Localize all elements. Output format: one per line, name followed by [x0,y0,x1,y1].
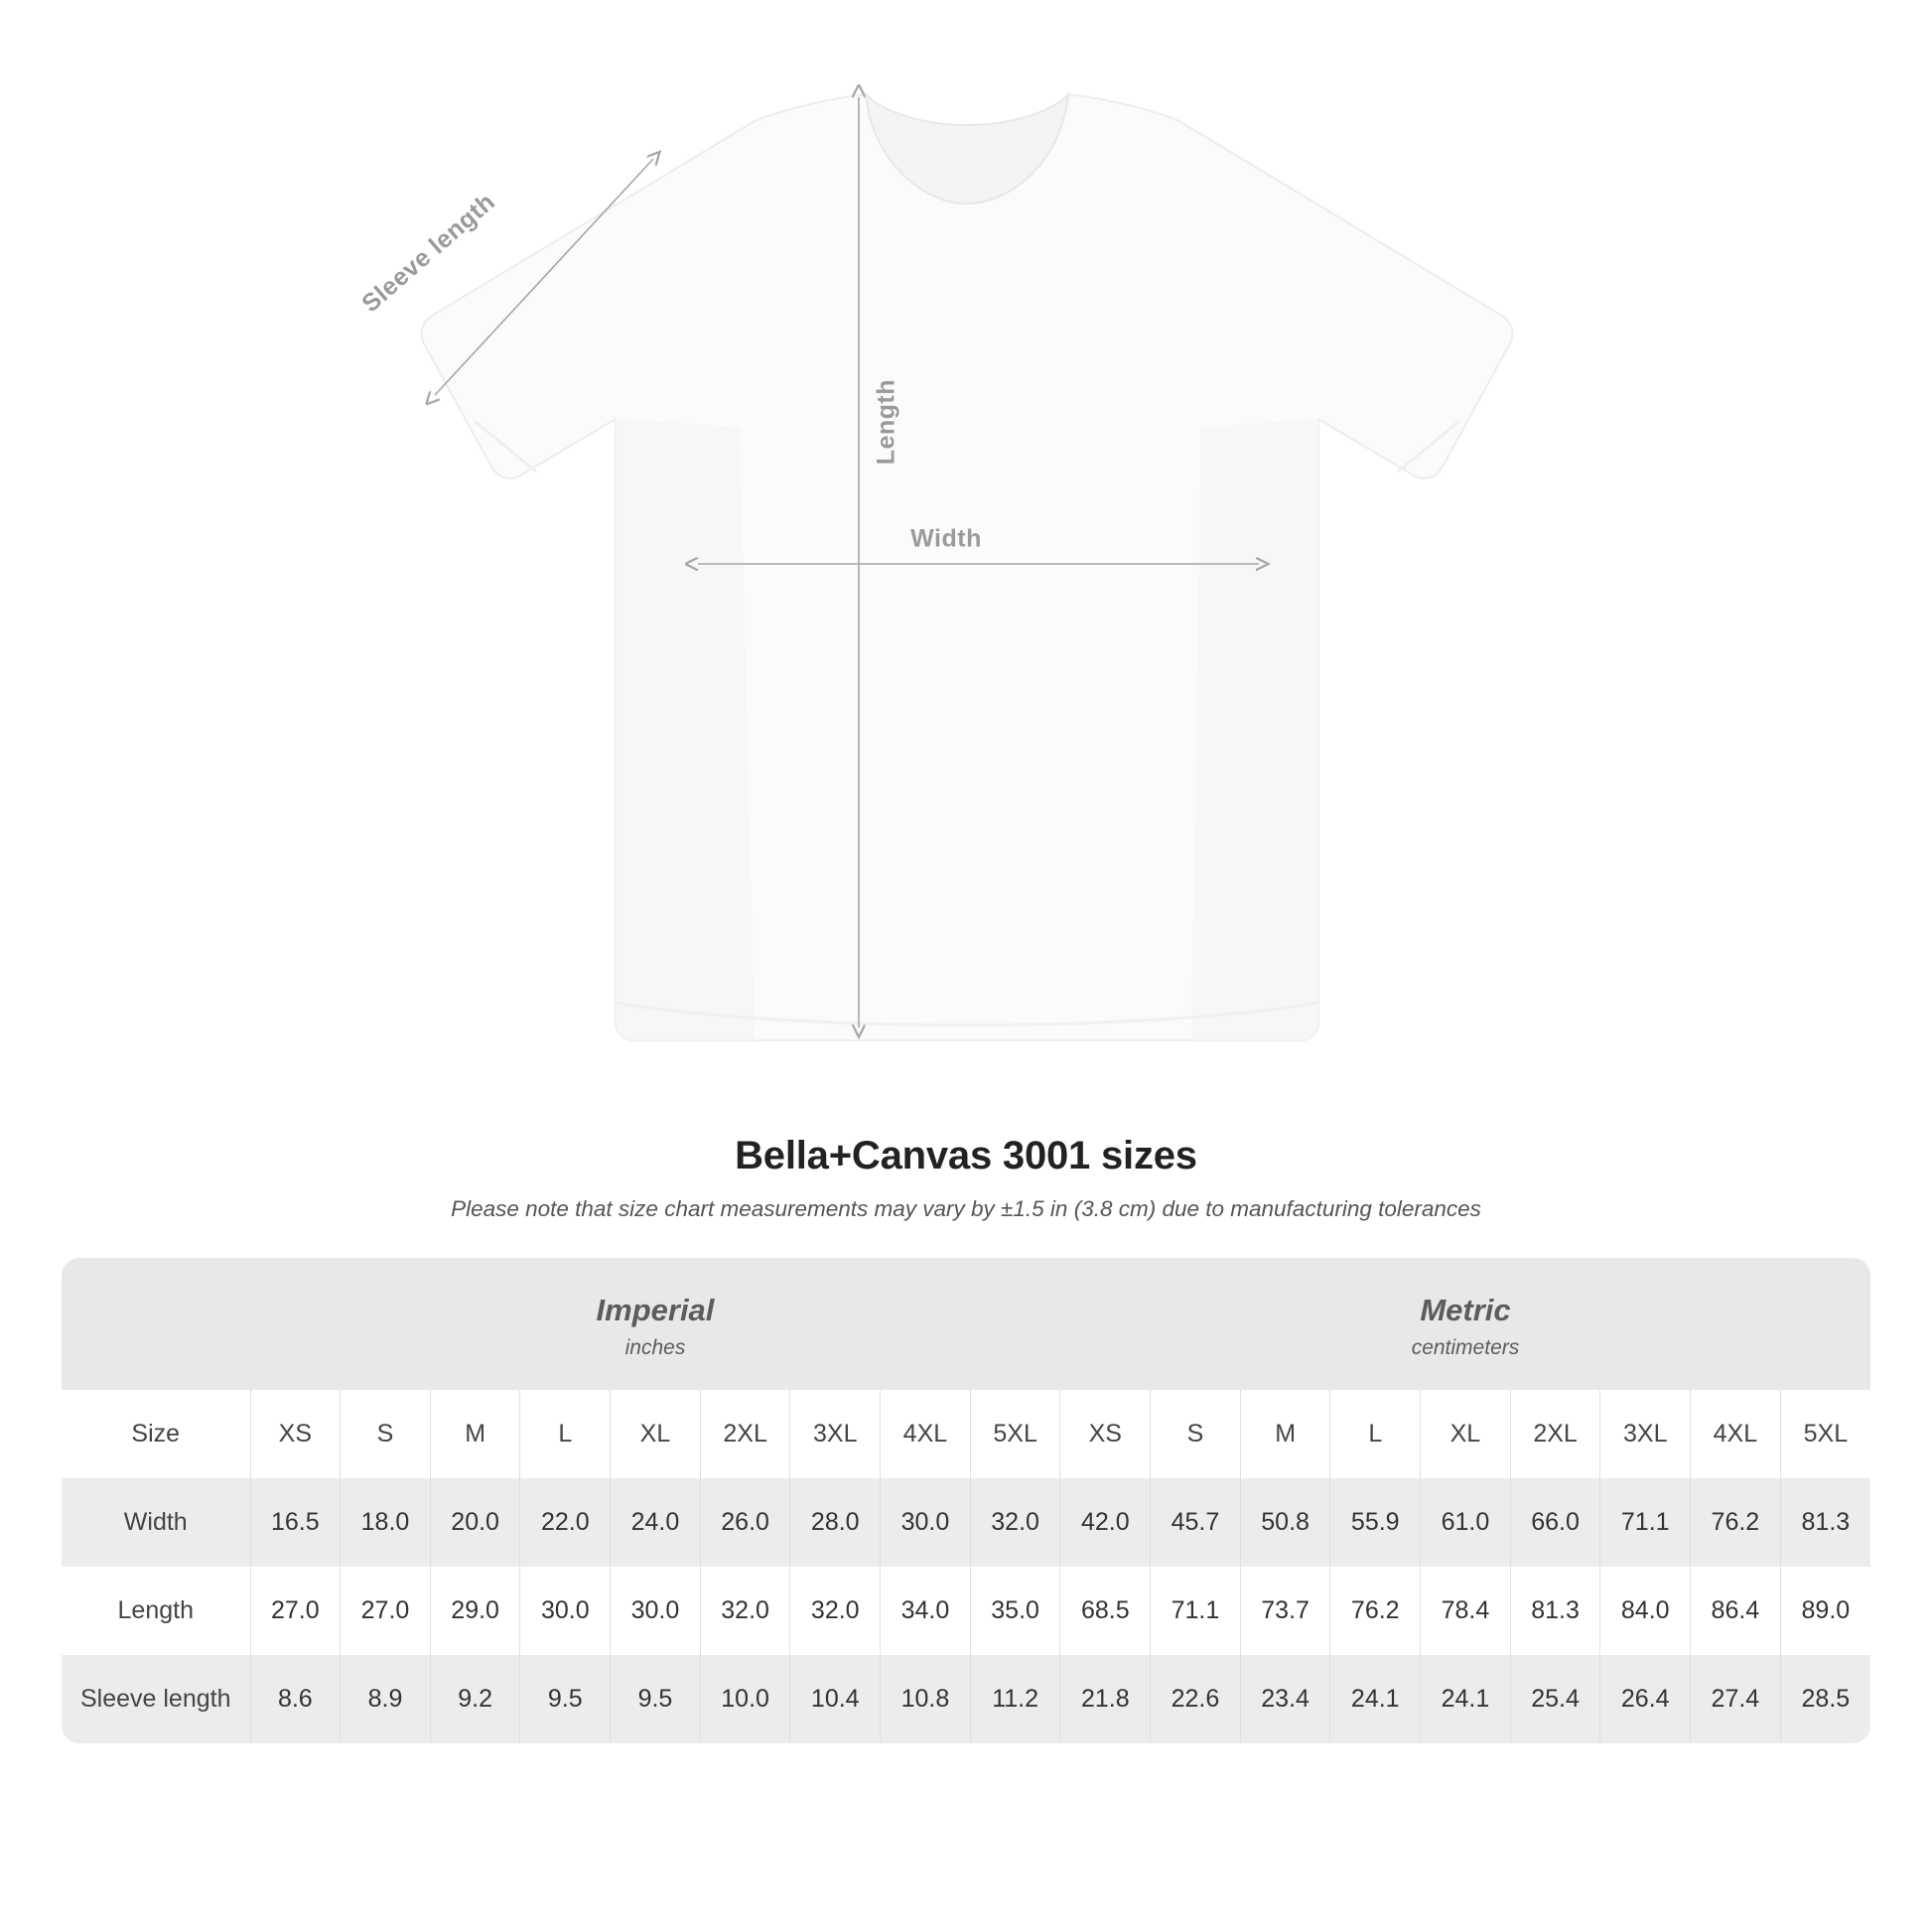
measurement-cell: 61.0 [1421,1478,1511,1567]
measurement-cell: 27.4 [1691,1655,1781,1743]
measurement-cell: 9.2 [430,1655,520,1743]
size-column-header: XS [1060,1390,1151,1478]
measurement-cell: 86.4 [1691,1567,1781,1655]
measurement-cell: 20.0 [430,1478,520,1567]
measurement-cell: 28.5 [1780,1655,1870,1743]
size-column-header: 4XL [881,1390,971,1478]
measurement-cell: 34.0 [881,1567,971,1655]
measurement-cell: 24.0 [611,1478,701,1567]
measurement-cell: 30.0 [881,1478,971,1567]
measurement-cell: 23.4 [1240,1655,1330,1743]
measurement-cell: 26.4 [1600,1655,1691,1743]
measurement-cell: 8.6 [250,1655,341,1743]
measurement-cell: 81.3 [1510,1567,1600,1655]
measurement-cell: 9.5 [520,1655,611,1743]
size-column-header: XL [1421,1390,1511,1478]
size-column-header: 2XL [700,1390,790,1478]
measurement-cell: 29.0 [430,1567,520,1655]
measurement-cell: 27.0 [341,1567,431,1655]
unit-group-subtitle: inches [624,1335,686,1359]
measurement-cell: 84.0 [1600,1567,1691,1655]
measurement-cell: 50.8 [1240,1478,1330,1567]
unit-group-name: Metric [1420,1293,1511,1327]
measurement-row-header: Sleeve length [62,1655,250,1743]
measurement-cell: 30.0 [520,1567,611,1655]
unit-group-header-row [62,1258,1870,1390]
title-block [0,1134,1932,1222]
unit-group-metric [1060,1258,1870,1390]
table-row [62,1478,1870,1567]
page-title: Bella+Canvas 3001 sizes [735,1134,1197,1177]
measurement-cell: 22.6 [1151,1655,1241,1743]
tshirt-shape [422,94,1513,1040]
width-label: Width [910,524,982,553]
measurement-cell: 16.5 [250,1478,341,1567]
measurement-row-header: Width [62,1478,250,1567]
measurement-cell: 35.0 [970,1567,1060,1655]
unit-group-subtitle: centimeters [1411,1335,1520,1359]
measurement-cell: 28.0 [790,1478,881,1567]
size-column-header: 5XL [1780,1390,1870,1478]
measurement-cell: 71.1 [1151,1567,1241,1655]
measurement-cell: 32.0 [700,1567,790,1655]
measurement-cell: 26.0 [700,1478,790,1567]
measurement-cell: 76.2 [1691,1478,1781,1567]
size-column-header: M [430,1390,520,1478]
length-label: Length [872,378,900,466]
measurement-cell: 25.4 [1510,1655,1600,1743]
size-row-header: Size [62,1390,250,1478]
measurement-cell: 10.0 [700,1655,790,1743]
measurement-cell: 11.2 [970,1655,1060,1743]
measurement-cell: 24.1 [1330,1655,1421,1743]
measurement-cell: 66.0 [1510,1478,1600,1567]
size-column-header: M [1240,1390,1330,1478]
measurement-cell: 10.8 [881,1655,971,1743]
measurement-cell: 22.0 [520,1478,611,1567]
size-column-header: 3XL [790,1390,881,1478]
size-header-row [62,1390,1870,1478]
unit-group-name: Imperial [596,1293,715,1327]
table-row [62,1655,1870,1743]
size-table [62,1258,1870,1743]
measurement-cell: 55.9 [1330,1478,1421,1567]
size-table-wrapper [62,1258,1870,1743]
size-column-header: L [1330,1390,1421,1478]
size-column-header: XL [611,1390,701,1478]
size-column-header: 5XL [970,1390,1060,1478]
measurement-row-header: Length [62,1567,250,1655]
measurement-cell: 32.0 [970,1478,1060,1567]
measurement-cell: 9.5 [611,1655,701,1743]
measurement-cell: 30.0 [611,1567,701,1655]
size-column-header: 2XL [1510,1390,1600,1478]
measurement-cell: 42.0 [1060,1478,1151,1567]
measurement-cell: 73.7 [1240,1567,1330,1655]
unit-group-imperial [250,1258,1060,1390]
size-column-header: 4XL [1691,1390,1781,1478]
measurement-cell: 89.0 [1780,1567,1870,1655]
sleeve-length-label: Sleeve length [356,188,501,319]
measurement-cell: 68.5 [1060,1567,1151,1655]
size-column-header: S [341,1390,431,1478]
measurement-cell: 81.3 [1780,1478,1870,1567]
measurement-cell: 18.0 [341,1478,431,1567]
measurement-cell: 45.7 [1151,1478,1241,1567]
measurement-cell: 10.4 [790,1655,881,1743]
measurement-cell: 21.8 [1060,1655,1151,1743]
tolerance-note: Please note that size chart measurements may vary by ±1.5 in (3.8 cm) due to manufacturing tolerances [451,1196,1481,1221]
measurement-cell: 76.2 [1330,1567,1421,1655]
measurement-cell: 32.0 [790,1567,881,1655]
size-column-header: L [520,1390,611,1478]
size-column-header: 3XL [1600,1390,1691,1478]
size-column-header: XS [250,1390,341,1478]
measurement-cell: 71.1 [1600,1478,1691,1567]
measurement-cell: 24.1 [1421,1655,1511,1743]
measurement-cell: 27.0 [250,1567,341,1655]
table-row [62,1567,1870,1655]
measurement-cell: 78.4 [1421,1567,1511,1655]
measurement-cell: 8.9 [341,1655,431,1743]
unit-header-spacer [62,1258,250,1390]
size-column-header: S [1151,1390,1241,1478]
